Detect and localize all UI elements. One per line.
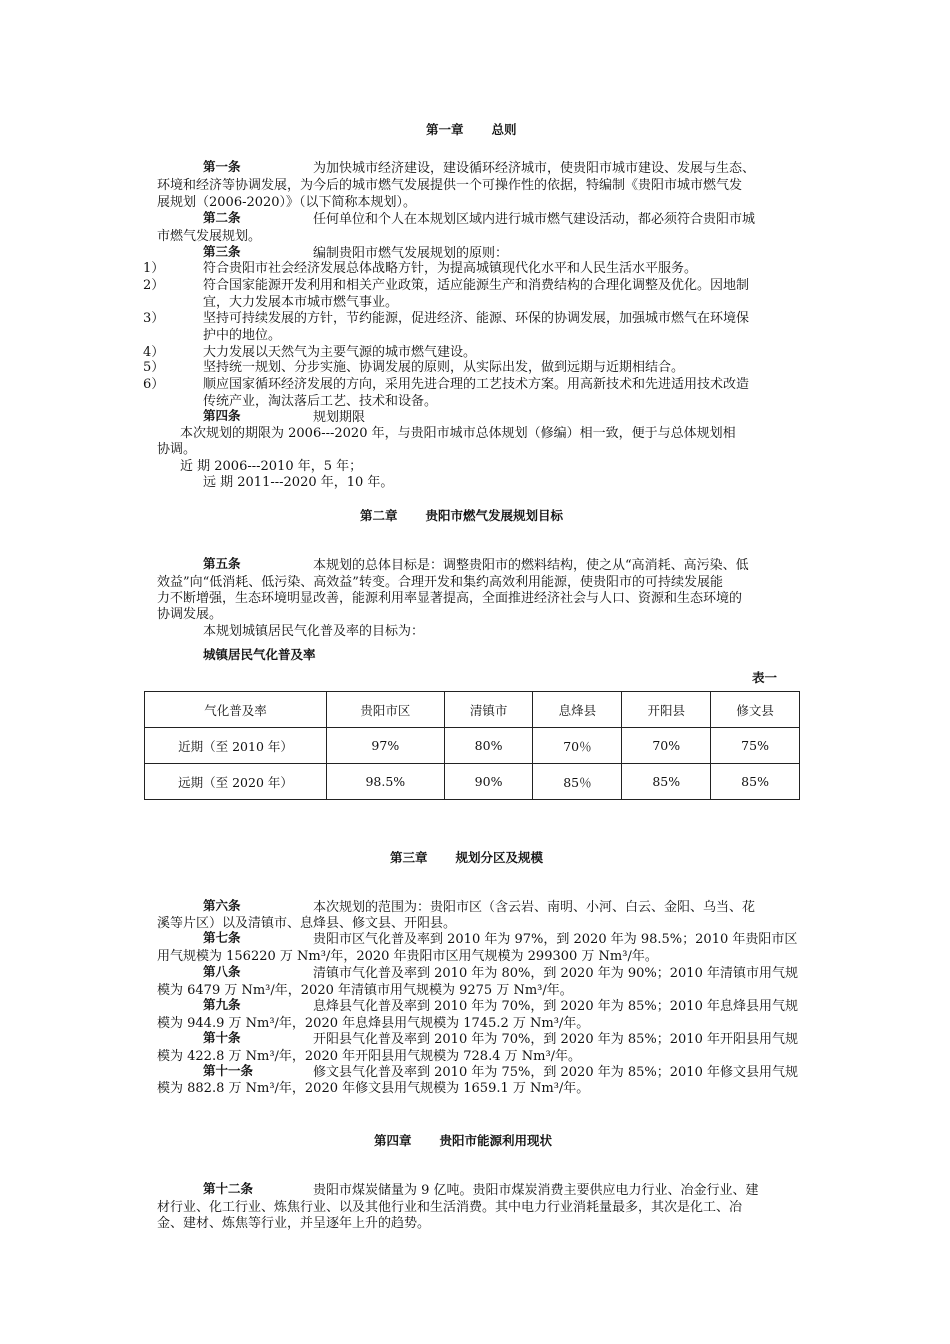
table-title: 城镇居民气化普及率 xyxy=(203,647,316,662)
table-cell: 远期（至 2020 年） xyxy=(145,764,327,800)
article-text: 市燃气发展规划。 xyxy=(157,229,262,244)
table-cell: 98.5% xyxy=(327,764,445,800)
table-cell: 贵阳市区 xyxy=(327,692,445,728)
chapter-title: 贵阳市燃气发展规划目标 xyxy=(425,508,564,523)
article-label: 第五条 xyxy=(203,556,241,571)
article-label: 第七条 xyxy=(203,930,241,945)
list-item: 传统产业，淘汰落后工艺、技术和设备。 xyxy=(203,394,438,409)
article-text: 效益”向“低消耗、低污染、高效益”转变。合理开发和集约高效利用能源，使贵阳市的可持续发展能 xyxy=(157,575,723,590)
article-text: 协调发展。 xyxy=(157,607,223,622)
list-number: 6） xyxy=(143,377,165,392)
table-cell: 清镇市 xyxy=(444,692,533,728)
article-text: 材行业、化工行业、炼焦行业、以及其他行业和生活消费。其中电力行业消耗量最多，其次是化工、冶 xyxy=(157,1200,743,1215)
table-header-row xyxy=(145,692,800,728)
table-cell: 85% xyxy=(622,764,711,800)
article-label: 第十二条 xyxy=(203,1181,254,1196)
table-cell: 70% xyxy=(622,728,711,764)
article-label: 第八条 xyxy=(203,964,241,979)
table-cell: 开阳县 xyxy=(622,692,711,728)
far-term: 远 期 2011---2020 年，10 年。 xyxy=(203,475,394,490)
article-text: 修文县气化普及率到 2010 年为 75%，到 2020 年为 85%；2010 年修文县用气规 xyxy=(313,1065,798,1080)
article-text: 环境和经济等协调发展，为今后的城市燃气发展提供一个可操作性的依据，特编制《贵阳市城市燃气发 xyxy=(157,178,743,193)
table-cell: 85％ xyxy=(533,764,622,800)
table-cell: 75% xyxy=(711,728,800,764)
chapter-1-heading xyxy=(426,120,517,138)
table-cell: 97% xyxy=(327,728,445,764)
article-label: 第十一条 xyxy=(203,1063,254,1078)
list-item: 符合贵阳市社会经济发展总体战略方针，为提高城镇现代化水平和人民生活水平服务。 xyxy=(203,261,698,276)
table-row xyxy=(145,764,800,800)
list-item: 宜，大力发展本市城市燃气事业。 xyxy=(203,295,399,310)
article-label: 第四条 xyxy=(203,408,241,423)
article-text: 展规划（2006-2020）》（以下简称本规划）。 xyxy=(157,195,417,210)
list-item: 符合国家能源开发利用和相关产业政策，适应能源生产和消费结构的合理化调整及优化。因地制 xyxy=(203,278,750,293)
chapter-title: 总则 xyxy=(491,122,517,137)
article-text: 本次规划的期限为 2006---2020 年，与贵阳市城市总体规划（修编）相一致，便于与总体规划相 xyxy=(180,426,736,441)
article-text: 贵阳市区气化普及率到 2010 年为 97%，到 2020 年为 98.5%；2010 年贵阳市区 xyxy=(313,932,798,947)
chapter-4-heading xyxy=(374,1131,552,1149)
table-cell: 气化普及率 xyxy=(145,692,327,728)
article-text: 息烽县气化普及率到 2010 年为 70%，到 2020 年为 85%；2010 年息烽县用气规 xyxy=(313,999,798,1014)
chapter-title: 贵阳市能源利用现状 xyxy=(439,1133,553,1148)
article-text: 金、建材、炼焦等行业，并呈逐年上升的趋势。 xyxy=(157,1216,431,1231)
article-label: 第六条 xyxy=(203,898,241,913)
article-text: 编制贵阳市燃气发展规划的原则： xyxy=(313,246,509,261)
chapter-number: 第一章 xyxy=(426,122,464,137)
penetration-rate-table xyxy=(144,691,800,800)
article-text: 模为 944.9 万 Nm³/年，2020 年息烽县用气规模为 1745.2 万 Nm³/年。 xyxy=(157,1016,590,1031)
article-label: 第一条 xyxy=(203,159,241,174)
table-cell: 85% xyxy=(711,764,800,800)
chapter-number: 第二章 xyxy=(360,508,398,523)
article-text: 清镇市气化普及率到 2010 年为 80%，到 2020 年为 90%；2010 年清镇市用气规 xyxy=(313,966,798,981)
article-text: 协调。 xyxy=(157,442,197,457)
article-text: 模为 882.8 万 Nm³/年，2020 年修文县用气规模为 1659.1 万 Nm³/年。 xyxy=(157,1081,590,1096)
list-item: 顺应国家循环经济发展的方向，采用先进合理的工艺技术方案。用高新技术和先进适用技术改造 xyxy=(203,377,750,392)
chapter-number: 第四章 xyxy=(374,1133,412,1148)
table-cell: 近期（至 2010 年） xyxy=(145,728,327,764)
chapter-number: 第三章 xyxy=(390,850,428,865)
near-term: 近 期 2006---2010 年，5 年； xyxy=(180,459,363,474)
article-text: 本次规划的范围为：贵阳市区（含云岩、南明、小河、白云、金阳、乌当、花 xyxy=(313,900,756,915)
table-cell: 息烽县 xyxy=(533,692,622,728)
article-label: 第三条 xyxy=(203,244,241,259)
chapter-3-heading xyxy=(390,848,543,866)
list-item: 护中的地位。 xyxy=(203,328,282,343)
table-cell: 80% xyxy=(444,728,533,764)
article-text: 本规划的总体目标是：调整贵阳市的燃料结构，使之从“高消耗、高污染、低 xyxy=(313,558,749,573)
list-number: 1） xyxy=(143,261,165,276)
chapter-2-heading xyxy=(360,506,563,524)
article-text: 为加快城市经济建设，建设循环经济城市，使贵阳市城市建设、发展与生态、 xyxy=(313,161,756,176)
article-text: 溪等片区）以及清镇市、息烽县、修文县、开阳县。 xyxy=(157,916,457,931)
list-number: 2） xyxy=(143,278,165,293)
table-cell: 90% xyxy=(444,764,533,800)
table-label: 表一 xyxy=(752,670,778,685)
list-item: 坚持统一规划、分步实施、协调发展的原则，从实际出发，做到远期与近期相结合。 xyxy=(203,360,685,375)
article-text: 贵阳市煤炭储量为 9 亿吨。贵阳市煤炭消费主要供应电力行业、冶金行业、建 xyxy=(313,1183,759,1198)
chapter-title: 规划分区及规模 xyxy=(455,850,544,865)
article-label: 第九条 xyxy=(203,997,241,1012)
table-cell: 70％ xyxy=(533,728,622,764)
article-text: 规划期限 xyxy=(313,410,366,425)
list-number: 5） xyxy=(143,360,165,375)
article-text: 本规划城镇居民气化普及率的目标为： xyxy=(203,624,425,639)
article-label: 第二条 xyxy=(203,210,241,225)
article-text: 用气规模为 156220 万 Nm³/年，2020 年贵阳市区用气规模为 299300 万 Nm³/年。 xyxy=(157,949,658,964)
table-row xyxy=(145,728,800,764)
article-text: 任何单位和个人在本规划区域内进行城市燃气建设活动，都必须符合贵阳市城 xyxy=(313,212,756,227)
list-item: 坚持可持续发展的方针，节约能源，促进经济、能源、环保的协调发展，加强城市燃气在环境保 xyxy=(203,311,750,326)
article-text: 模为 422.8 万 Nm³/年，2020 年开阳县用气规模为 728.4 万 Nm³/年。 xyxy=(157,1049,582,1064)
list-item: 大力发展以天然气为主要气源的城市燃气建设。 xyxy=(203,345,477,360)
table-cell: 修文县 xyxy=(711,692,800,728)
article-label: 第十条 xyxy=(203,1030,241,1045)
list-number: 4） xyxy=(143,345,165,360)
list-number: 3） xyxy=(143,311,165,326)
article-text: 力不断增强，生态环境明显改善，能源利用率显著提高，全面推进经济社会与人口、资源和生态环境的 xyxy=(157,591,743,606)
article-text: 模为 6479 万 Nm³/年，2020 年清镇市用气规模为 9275 万 Nm³/年。 xyxy=(157,983,573,998)
article-text: 开阳县气化普及率到 2010 年为 70%，到 2020 年为 85%；2010 年开阳县用气规 xyxy=(313,1032,798,1047)
